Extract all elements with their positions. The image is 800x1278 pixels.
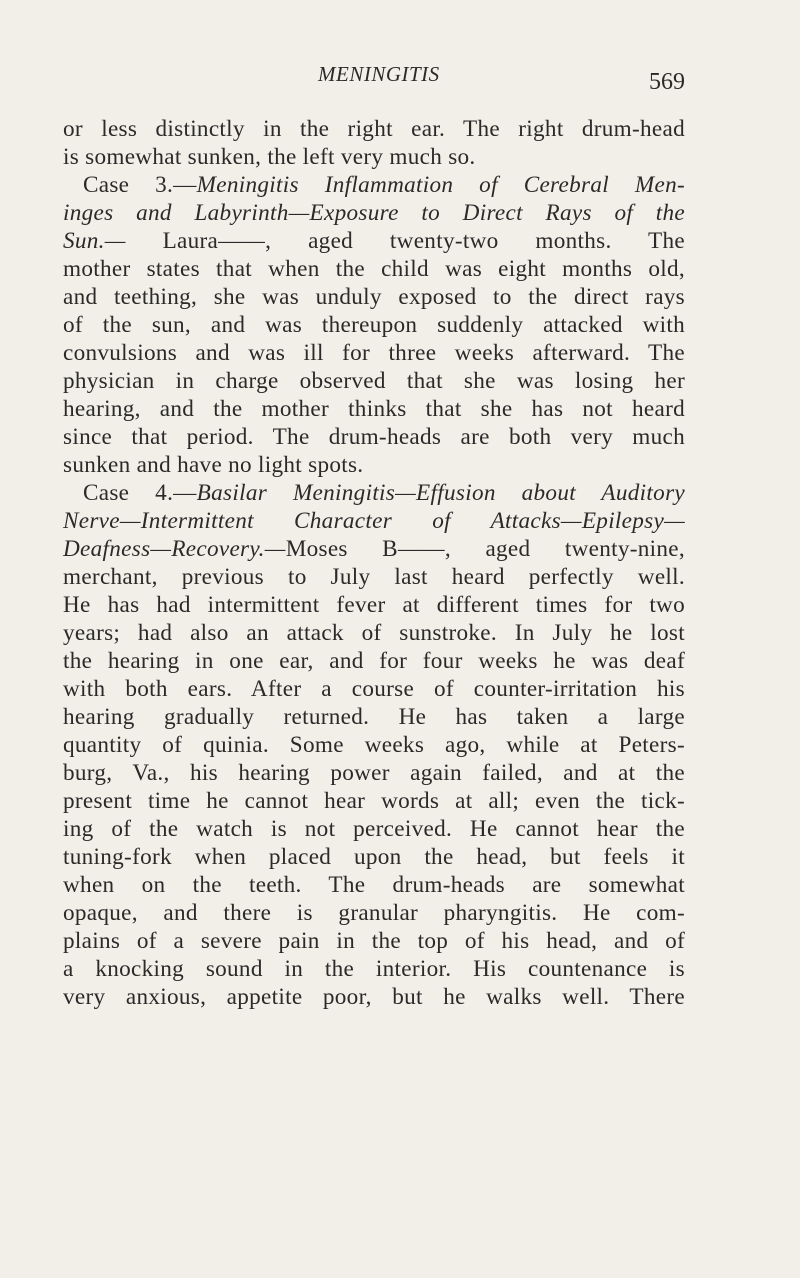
text-line: and teething, she was unduly exposed to the direct rays xyxy=(63,284,685,310)
text-line: when on the teeth. The drum-heads are somewhat xyxy=(63,872,685,898)
text-line: opaque, and there is granular pharyngitis. He com- xyxy=(63,900,685,926)
case-label: Case 3.— xyxy=(83,172,197,198)
text-line: burg, Va., his hearing power again failed, and at the xyxy=(63,760,685,786)
text-line: the hearing in one ear, and for four weeks he was deaf xyxy=(63,648,685,674)
case-title: Sun.— xyxy=(63,228,126,254)
text-line: merchant, previous to July last heard perfectly well. xyxy=(63,564,685,590)
text-line: is somewhat sunken, the left very much so. xyxy=(63,144,476,170)
text-line: of the sun, and was thereupon suddenly attacked with xyxy=(63,312,685,338)
case-label: Case 4.— xyxy=(83,480,197,506)
text-line: Sun.— Laura——, aged twenty-two months. The xyxy=(63,228,685,254)
text-line: plains of a severe pain in the top of his head, and of xyxy=(63,928,685,954)
text-line: present time he cannot hear words at all; even the tick- xyxy=(63,788,685,814)
text-line: since that period. The drum-heads are both very much xyxy=(63,424,685,450)
text-line: a knocking sound in the interior. His countenance is xyxy=(63,956,685,982)
text-line: years; had also an attack of sunstroke. In July he lost xyxy=(63,620,685,646)
text-line: quantity of quinia. Some weeks ago, while at Peters- xyxy=(63,732,685,758)
text-line: He has had intermittent fever at different times for two xyxy=(63,592,685,618)
case-title-line: Nerve—Intermittent Character of Attacks—Epilepsy— xyxy=(63,508,685,534)
case-title: Deafness—Recovery.— xyxy=(63,536,286,562)
page-number: 569 xyxy=(649,69,685,95)
body-text xyxy=(63,115,685,1011)
running-title: MENINGITIS xyxy=(318,62,440,86)
text-line: Deafness—Recovery.—Moses B——, aged twenty-nine, xyxy=(63,536,685,562)
case-title: Meningitis Inflammation of Cerebral Men- xyxy=(196,172,685,198)
text-line: or less distinctly in the right ear. The right drum-head xyxy=(63,116,685,142)
text-line: convulsions and was ill for three weeks afterward. The xyxy=(63,340,685,366)
text-line: with both ears. After a course of counter-irritation his xyxy=(63,676,685,702)
case-heading-line xyxy=(63,171,685,199)
text-line: tuning-fork when placed upon the head, but feels it xyxy=(63,844,685,870)
text-line: mother states that when the child was eight months old, xyxy=(63,256,685,282)
case-heading-line xyxy=(63,479,685,507)
text-line: ing of the watch is not perceived. He cannot hear the xyxy=(63,816,685,842)
text-line: physician in charge observed that she was losing her xyxy=(63,368,685,394)
text-line: hearing gradually returned. He has taken a large xyxy=(63,704,685,730)
case-title: Basilar Meningitis—Effusion about Auditory xyxy=(196,480,685,506)
case-title-line: inges and Labyrinth—Exposure to Direct Rays of the xyxy=(63,200,685,226)
text-line: very anxious, appetite poor, but he walks well. There xyxy=(63,984,685,1010)
text-line: hearing, and the mother thinks that she has not heard xyxy=(63,396,685,422)
text-line: sunken and have no light spots. xyxy=(63,452,364,478)
running-head xyxy=(0,62,800,96)
